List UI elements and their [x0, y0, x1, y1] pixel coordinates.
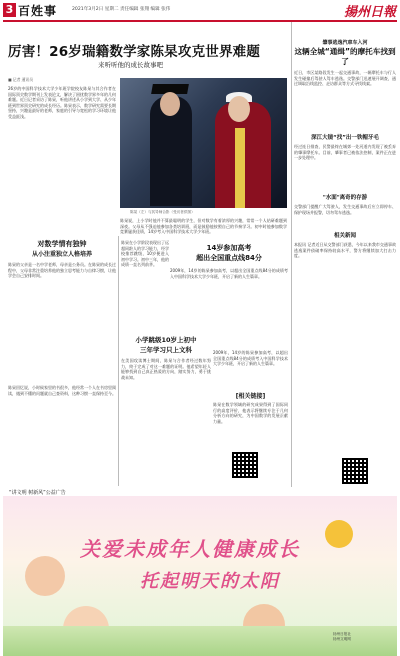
qr-code-right — [342, 458, 368, 484]
section-title: 百姓事 — [18, 4, 58, 18]
left-body-1: 陈杲的父亲是一名中学老师，母亲是公务员。在陈杲的成长过程中，父母非常注重培养他的独立思考能力与自律习惯，让他学会自己安排时间。 — [8, 262, 116, 279]
banner-tag: “讲文明 树新风”公益广告 — [9, 490, 66, 496]
photo-caption: 陈杲（左）与其导师合影（受访者供图） — [130, 210, 195, 214]
mid-heading-4: 三年学习只上文科 — [140, 346, 192, 354]
lead-body-1: 26岁的中国科学技术大学少年班学院校友陈杲与其合作者在国际顶尖数学期刊上发表论文，解决了困扰数学界多年的几何难题。近日记者采访了陈杲，听他讲述从小学到大学、从少年班到世界顶尖研究的成长经历。陈杲表示，数学研究需要长期坚持，兴趣是最好的老师，家庭的引导与宽松的学习环境让他受益匪浅。 — [8, 86, 116, 119]
lead-body-2: 陈杲说，上小学时他并不算最聪明的学生，但对数学有着浓厚的兴趣，常常一个人钻研难题到深夜。父母从不强迫他参加各类培训班，而是鼓励他按照自己的节奏学习。初中时他参加数学竞赛屡获佳绩，14岁考入中国科学技术大学少年班。 — [120, 218, 287, 235]
lead-headline: 厉害！26岁瑞籍数学家陈杲攻克世界难题 — [8, 44, 261, 60]
newspaper-logo: 揚州日報 — [343, 5, 396, 20]
lead-byline: ■ 记者 通讯员 — [8, 77, 33, 82]
right-subheading-3: 相关新闻 — [333, 233, 356, 239]
child-figure-1 — [25, 556, 65, 596]
left-heading-1: 对数学情有独钟 — [37, 240, 87, 248]
mid-body-left: 陈杲在小学阶段表现出了远超同龄人的学习能力，经学校推荐跳级，10岁便进入初中学习。初中三年，他的成绩一直名列前茅。 — [121, 240, 169, 268]
lead-subhead: 来听听他的成长故事吧 — [98, 61, 163, 69]
banner-footer-2: 扬州文明网 — [333, 637, 351, 641]
right-column-divider — [291, 22, 292, 487]
banner-slogan-1: 关爱未成年人健康成长 — [80, 537, 300, 561]
mid-heading-3: 小学跳级10岁上初中 — [135, 336, 197, 344]
banner-slogan-2: 托起明天的太阳 — [140, 571, 280, 592]
right-headline: 这辆全城“通缉”的摩托车找到了 — [294, 47, 396, 66]
left-body-2: 陈杲回忆说，小时候家里的书很多，他经常一个人在书房里阅读，遇到不懂的问题就自己查资料，这种习惯一直保持至今。 — [8, 385, 116, 396]
right-subheading-2: "水面"离奇的存游 — [322, 195, 368, 201]
header-rule — [3, 20, 397, 22]
mid-body-2: 在美国攻读博士期间，陈杲与合作者经过数年努力，终于完成了对这一难题的证明。他希望年轻人能够找到自己真正热爱的方向，踏实努力，勇于挑战未知。 — [121, 358, 211, 380]
right-kicker: 肇事逃逸汽車车入河 — [322, 40, 368, 46]
related-heading: [相关链接] — [235, 393, 266, 400]
page-number: 3 — [3, 3, 16, 17]
left-heading-2: 从小注重独立人格培养 — [31, 251, 92, 258]
mid-body-1: 2009年，14岁的陈杲参加高考，以超出全国重点线84分的成绩考入中国科学技术大学少年班，开启了新的人生篇章。 — [170, 268, 288, 279]
mid-heading-1: 14岁参加高考 — [206, 244, 252, 252]
issue-meta: 2021年3月2日 星期二 责任编辑 张翔 编辑 张伟 — [72, 7, 171, 12]
banner-footer-1: 扬州日报社 — [333, 632, 351, 636]
mid-heading-2: 超出全国重点线84分 — [196, 254, 262, 262]
qr-code-left — [232, 452, 258, 478]
right-body-4: 本报讯 记者近日从交警部门获悉，今年以来我市交通事故逃逸案件侦破率保持较高水平，警方将继续加大打击力度。 — [294, 242, 396, 259]
right-body-3: 交警部门提醒广大驾驶人，发生交通事故后应立即停车、保护现场并报警，切勿驾车逃逸。 — [294, 204, 396, 215]
lead-photo — [120, 78, 287, 208]
right-body-1: 近日，市区某路段发生一起交通事故，一辆摩托车与行人发生碰撞后驾驶人驾车逃逸。交警部门迅速展开调查，通过调取沿线监控、走访群众等方式寻找线索。 — [294, 70, 396, 87]
related-body: 陈杲在数学领域的研究成果得到了国际同行的高度评价，他表示将继续专注于几何分析方向的研究，为中国数学的发展贡献力量。 — [213, 402, 288, 424]
sun-icon — [325, 520, 353, 548]
right-subheading-1: 深江大镜“找”出一铁帽牙毛 — [311, 135, 379, 141]
column-divider — [118, 236, 119, 486]
right-body-2: 经过连日排查，民警最终在城郊一处河道内发现了被丢弃的肇事摩托车。目前，肇事者已被依法控制，案件正在进一步处理中。 — [294, 144, 396, 161]
mid-body-3: 2009年，14岁的陈杲参加高考，以超出全国重点线84分的成绩考入中国科学技术大学少年班，开启了新的人生篇章。 — [213, 350, 288, 367]
banner-footer — [333, 632, 351, 642]
